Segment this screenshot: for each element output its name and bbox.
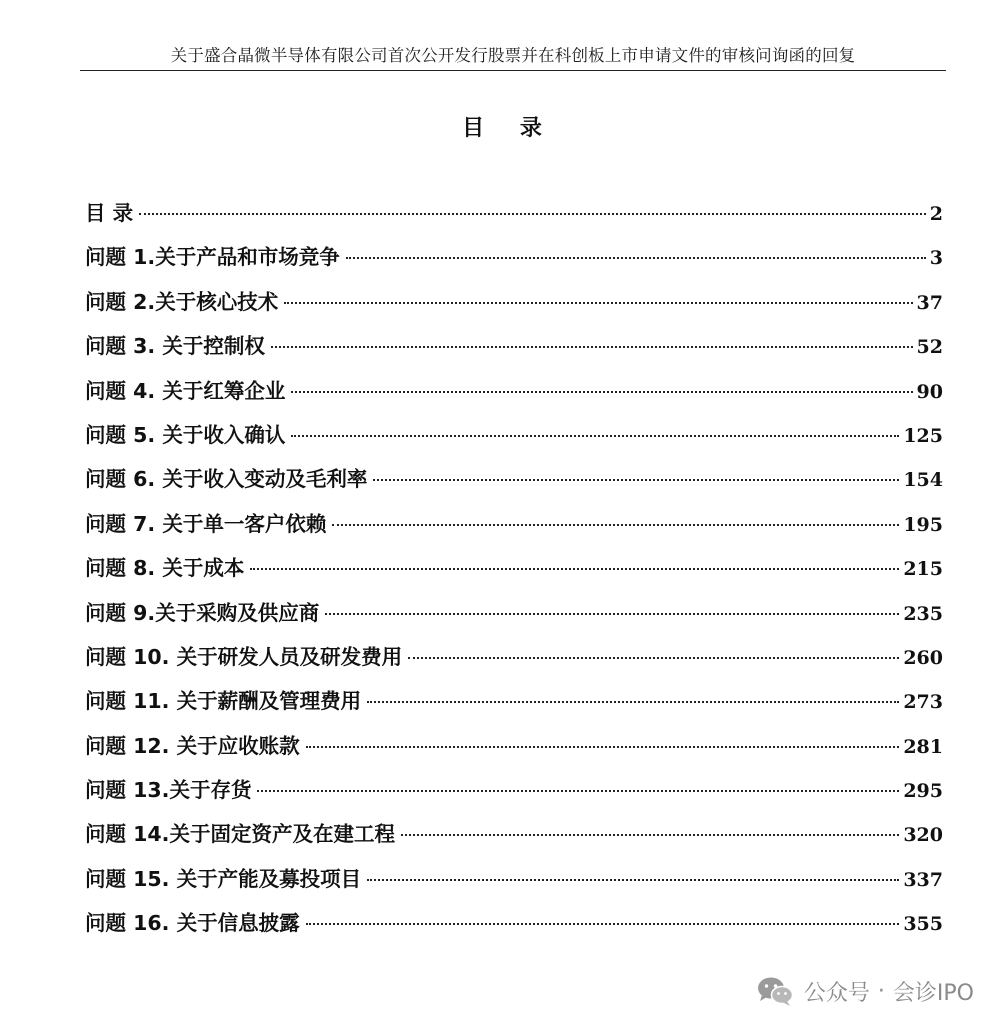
watermark-prefix: 公众号 [803,980,870,1006]
toc-entry-label: 问题 11. 关于薪酬及管理费用 [85,689,362,714]
toc-entry-label: 问题 14.关于固定资产及在建工程 [85,822,395,847]
toc-dot-leader [139,213,926,215]
toc-page-number: 320 [903,824,943,847]
toc-dot-leader [306,746,900,748]
wechat-icon [756,975,794,1007]
toc-dot-leader [257,790,899,792]
toc-dot-leader [367,701,899,703]
toc-entry[interactable] [85,462,943,506]
toc-entry-label: 问题 4. 关于红筹企业 [85,378,286,403]
toc-dot-leader [284,302,912,304]
toc-entry-label: 问题 5. 关于收入确认 [85,422,286,447]
toc-page-number: 195 [903,513,943,536]
toc-page-number: 2 [929,203,943,225]
toc-entry-label: 问题 3. 关于控制权 [85,334,265,359]
toc-entry[interactable] [85,862,943,906]
toc-page-number: 3 [929,247,943,270]
toc-page-number: 215 [903,558,943,581]
watermark-account-name: 会诊IPO [892,980,974,1006]
toc-entry[interactable] [85,240,943,284]
toc-entry[interactable] [85,817,943,861]
toc-dot-leader [373,479,899,481]
toc-entry-label: 问题 12. 关于应收账款 [85,733,300,758]
toc-entry[interactable] [85,374,943,418]
toc-entry[interactable] [85,773,943,817]
toc-entry-label: 问题 10. 关于研发人员及研发费用 [85,644,403,669]
toc-dot-leader [291,435,899,437]
toc-entry-label: 问题 9.关于采购及供应商 [85,600,320,625]
table-of-contents [85,196,943,951]
toc-entry[interactable] [85,640,943,684]
toc-dot-leader [408,657,899,659]
toc-entry[interactable] [85,196,943,240]
toc-page-number: 337 [903,868,943,891]
toc-entry-label: 问题 15. 关于产能及募投项目 [85,866,362,891]
toc-dot-leader [325,613,899,615]
toc-dot-leader [367,879,899,881]
page-title: 目 录 [462,116,556,141]
toc-entry-label: 问题 7. 关于单一客户依赖 [85,511,327,536]
toc-entry[interactable] [85,596,943,640]
page-header: 关于盛合晶微半导体有限公司首次公开发行股票并在科创板上市申请文件的审核问询函的回复 [80,42,946,71]
toc-dot-leader [306,923,900,925]
toc-entry-label: 目 录 [85,201,134,225]
toc-entry[interactable] [85,729,943,773]
toc-page-number: 235 [903,602,943,625]
watermark [756,973,974,1009]
toc-page-number: 260 [903,646,943,669]
toc-page-number: 281 [903,735,943,758]
toc-page-number: 154 [903,469,943,492]
toc-dot-leader [401,834,899,836]
toc-dot-leader [332,524,899,526]
toc-entry-label: 问题 2.关于核心技术 [85,289,279,314]
toc-entry[interactable] [85,551,943,595]
toc-entry-label: 问题 8. 关于成本 [85,556,245,581]
toc-page-number: 37 [916,291,943,314]
toc-entry[interactable] [85,418,943,462]
toc-page-number: 295 [903,780,943,803]
toc-entry-label: 问题 1.关于产品和市场竞争 [85,245,340,270]
toc-entry-label: 问题 13.关于存货 [85,778,252,803]
toc-entry[interactable] [85,906,943,950]
toc-entry[interactable] [85,684,943,728]
toc-entry[interactable] [85,507,943,551]
toc-page-number: 273 [903,691,943,714]
toc-page-number: 125 [903,424,943,447]
toc-entry-label: 问题 16. 关于信息披露 [85,911,300,936]
watermark-separator: · [877,978,885,1004]
toc-entry[interactable] [85,329,943,373]
toc-page-number: 52 [916,336,943,359]
toc-dot-leader [271,346,913,348]
toc-dot-leader [250,568,899,570]
toc-page-number: 90 [916,380,943,403]
toc-dot-leader [346,257,926,259]
toc-entry-label: 问题 6. 关于收入变动及毛利率 [85,467,368,492]
toc-page-number: 355 [903,913,943,936]
toc-entry[interactable] [85,285,943,329]
toc-dot-leader [291,391,912,393]
